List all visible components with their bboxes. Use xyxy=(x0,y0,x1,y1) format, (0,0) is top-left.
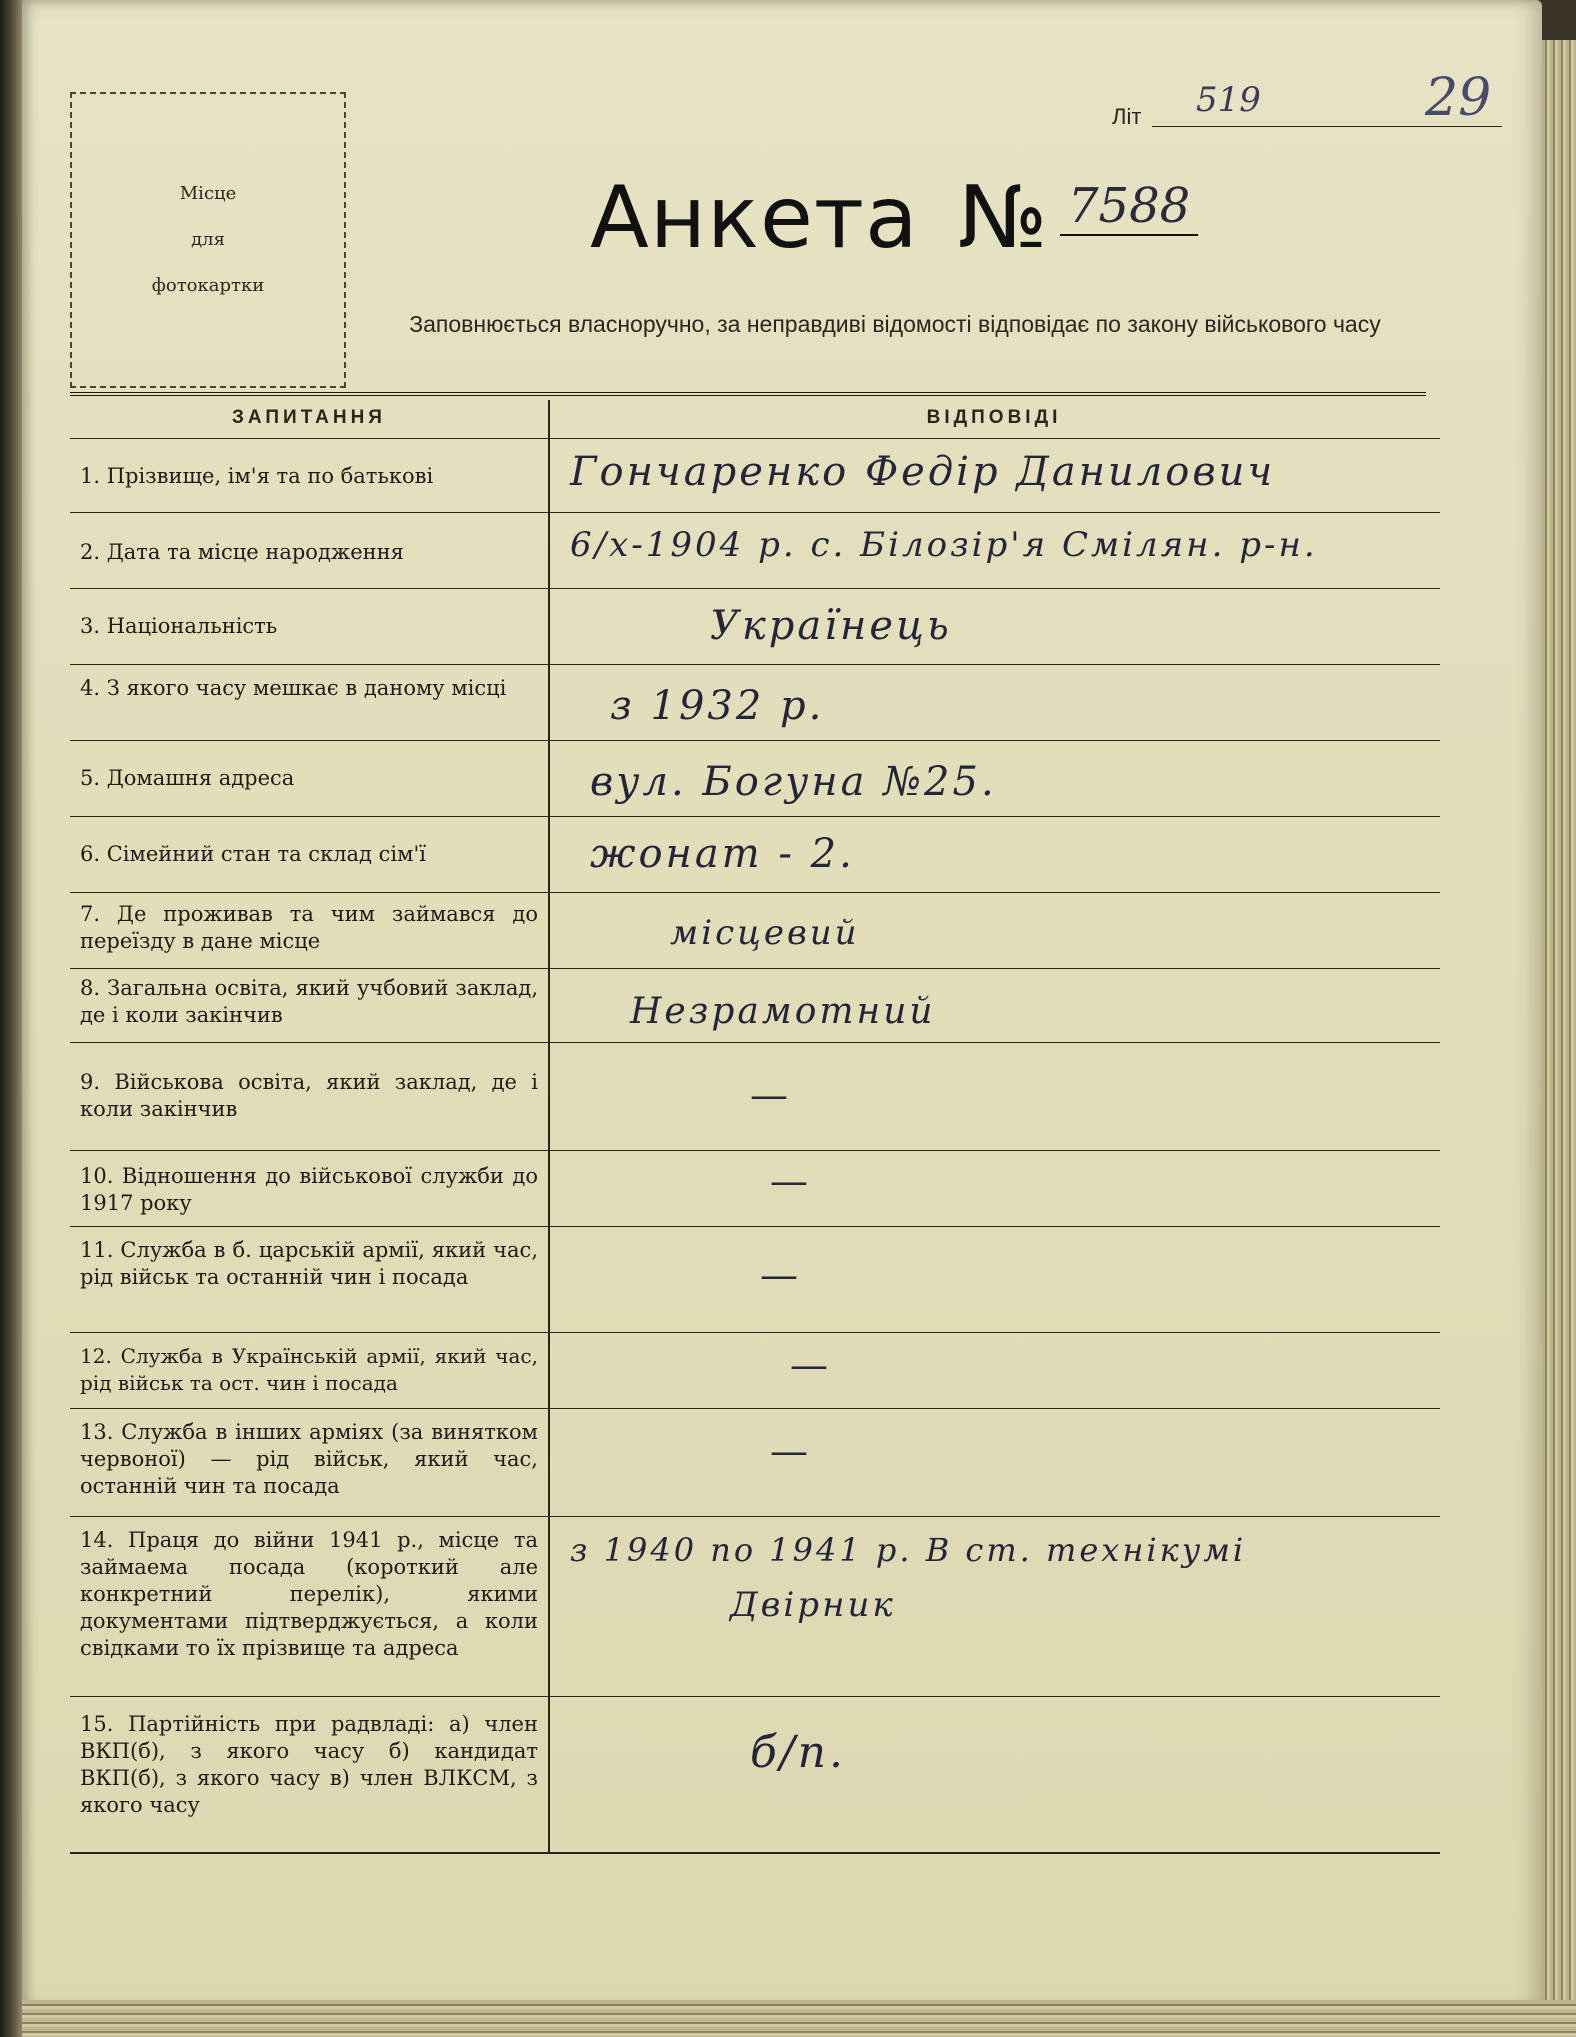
form-title: Анкета xyxy=(590,168,919,268)
question-3: 3. Національність xyxy=(80,614,278,638)
lit-label: Літ xyxy=(1112,104,1142,129)
column-header-question: ЗАПИТАННЯ xyxy=(232,407,386,428)
question-9: 9. Військова освіта, який заклад, де і коли закінчив xyxy=(80,1070,538,1121)
table-row xyxy=(70,1516,1440,1697)
answer-10: — xyxy=(770,1159,808,1203)
header-rule xyxy=(70,392,1426,396)
table-row xyxy=(70,968,1440,1043)
photo-label-line-1: Місце xyxy=(179,183,237,204)
answer-11: — xyxy=(760,1253,798,1297)
table-row xyxy=(70,1332,1440,1409)
column-header-answer: ВІДПОВІДІ xyxy=(926,407,1062,428)
table-row xyxy=(70,1226,1440,1333)
table-row xyxy=(70,1042,1440,1151)
table-row xyxy=(70,740,1440,817)
question-6: 6. Сімейний стан та склад сім'ї xyxy=(80,842,426,866)
question-5: 5. Домашня адреса xyxy=(80,766,295,790)
answer-7: місцевий xyxy=(670,913,860,953)
question-14: 14. Праця до війни 1941 р., місце та займаема посада (короткий але конкретний перелік), якими документами підтверджується, а коли свідками то їх прізвище та адреса xyxy=(80,1528,538,1660)
question-1: 1. Прізвище, ім'я та по батькові xyxy=(80,464,434,488)
photo-placeholder xyxy=(70,92,346,388)
answer-15: б/п. xyxy=(750,1727,847,1778)
answer-12: — xyxy=(790,1343,828,1387)
answer-2: 6/х-1904 р. с. Білозір'я Смілян. р-н. xyxy=(570,525,1318,565)
photo-label-line-2: для xyxy=(191,229,225,250)
question-11: 11. Служба в б. царській армії, який час, рід військ та останній чин і посада xyxy=(80,1238,538,1289)
answer-14: з 1940 по 1941 р. В ст. технікумі xyxy=(570,1531,1247,1569)
table-row xyxy=(70,588,1440,665)
question-7: 7. Де проживав та чим займався до переїзду в дане місце xyxy=(80,902,538,953)
table-bottom-rule xyxy=(70,1852,1440,1854)
table-row xyxy=(70,1408,1440,1517)
lit-value: 519 xyxy=(1196,80,1261,120)
table-row xyxy=(70,816,1440,893)
table-row xyxy=(70,892,1440,969)
answer-5: вул. Богуна №25. xyxy=(590,759,997,805)
answer-3: Українець xyxy=(710,603,952,649)
table-row xyxy=(70,438,1440,513)
form-subtitle: Заповнюється власноручно, за неправдиві відомості відповідає по закону військового часу xyxy=(409,311,1381,337)
question-12: 12. Служба в Українській армії, який час, рід військ та ост. чин і посада xyxy=(80,1344,538,1395)
question-10: 10. Відношення до військової служби до 1917 року xyxy=(80,1164,538,1215)
page-stack-bottom xyxy=(22,2000,1576,2037)
answer-8: Незрамотний xyxy=(630,991,936,1032)
table-row xyxy=(70,1696,1440,1853)
form-number: 7588 xyxy=(1060,178,1198,236)
folio-number: 29 xyxy=(1425,68,1492,128)
question-15: 15. Партійність при радвладі: а) член ВКП(б), з якого часу б) кандидат ВКП(б), з якого часу в) член ВЛКСМ, з якого часу xyxy=(80,1712,538,1817)
book-binding xyxy=(0,0,22,2037)
answer-1: Гончаренко Федір Данилович xyxy=(570,449,1276,495)
answer-6: жонат - 2. xyxy=(590,831,855,877)
table-row xyxy=(70,664,1440,741)
answer-9: — xyxy=(750,1073,788,1117)
table-row xyxy=(70,512,1440,589)
answer-13: — xyxy=(770,1429,808,1473)
answer-14-line-2: Двірник xyxy=(730,1585,896,1625)
table-row xyxy=(70,1150,1440,1227)
question-2: 2. Дата та місце народження xyxy=(80,540,404,564)
answer-4: з 1932 р. xyxy=(610,683,825,729)
question-8: 8. Загальна освіта, який учбовий заклад, де і коли закінчив xyxy=(80,976,538,1027)
number-sign: № xyxy=(958,168,1048,268)
photo-label-line-3: фотокартки xyxy=(151,275,265,296)
question-13: 13. Служба в інших арміях (за винятком червоної) — рід військ, який час, останній чин та посада xyxy=(80,1420,538,1498)
question-4: 4. З якого часу мешкає в даному місці xyxy=(80,676,507,700)
